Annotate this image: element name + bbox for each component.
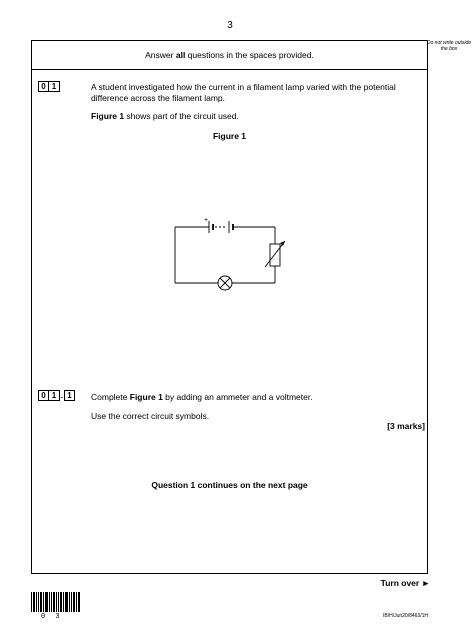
question-number-01	[38, 81, 60, 92]
instruction-suffix: questions in the spaces provided.	[185, 50, 314, 60]
paper-reference: IB/H/Jun20/8463/1H	[382, 613, 428, 619]
q011-suffix: by adding an ammeter and a voltmeter.	[162, 392, 313, 402]
arrow-head	[280, 241, 285, 246]
question-number-01-1	[38, 390, 75, 401]
barcode	[31, 592, 81, 612]
barcode-digits: 0 3	[41, 613, 63, 621]
question-text	[91, 392, 421, 403]
q011-bold: Figure 1	[129, 392, 163, 402]
polarity-label: +	[204, 217, 209, 224]
question-separator: .	[60, 391, 64, 400]
turn-over-label: Turn over ►	[380, 578, 430, 588]
figure-ref-rest: shows part of the circuit used.	[124, 111, 239, 121]
question-text: A student investigated how the current in a filament lamp varied with the potential difference across the filament lamp.	[91, 82, 396, 103]
question-digit: 1	[64, 390, 75, 401]
marks-label: [3 marks]	[387, 421, 425, 431]
variable-resistor	[270, 244, 280, 266]
figure-ref-bold: Figure 1	[91, 111, 125, 121]
figure-title: Figure 1	[212, 131, 247, 141]
figure-reference	[91, 111, 421, 122]
instruction-bold: all	[175, 50, 186, 60]
question-subtext: Use the correct circuit symbols.	[91, 411, 210, 421]
page-number: 3	[227, 20, 233, 31]
continues-note: Question 1 continues on the next page	[151, 480, 308, 490]
q011-prefix: Complete	[91, 392, 130, 402]
circuit-diagram	[165, 212, 285, 292]
instruction-prefix: Answer	[145, 50, 176, 60]
margin-note: Do not write outside the box	[426, 40, 472, 52]
instruction-bar	[31, 40, 428, 70]
question-digit: 1	[49, 390, 60, 401]
question-digit: 1	[49, 81, 60, 92]
question-digit: 0	[38, 390, 49, 401]
question-digit: 0	[38, 81, 49, 92]
